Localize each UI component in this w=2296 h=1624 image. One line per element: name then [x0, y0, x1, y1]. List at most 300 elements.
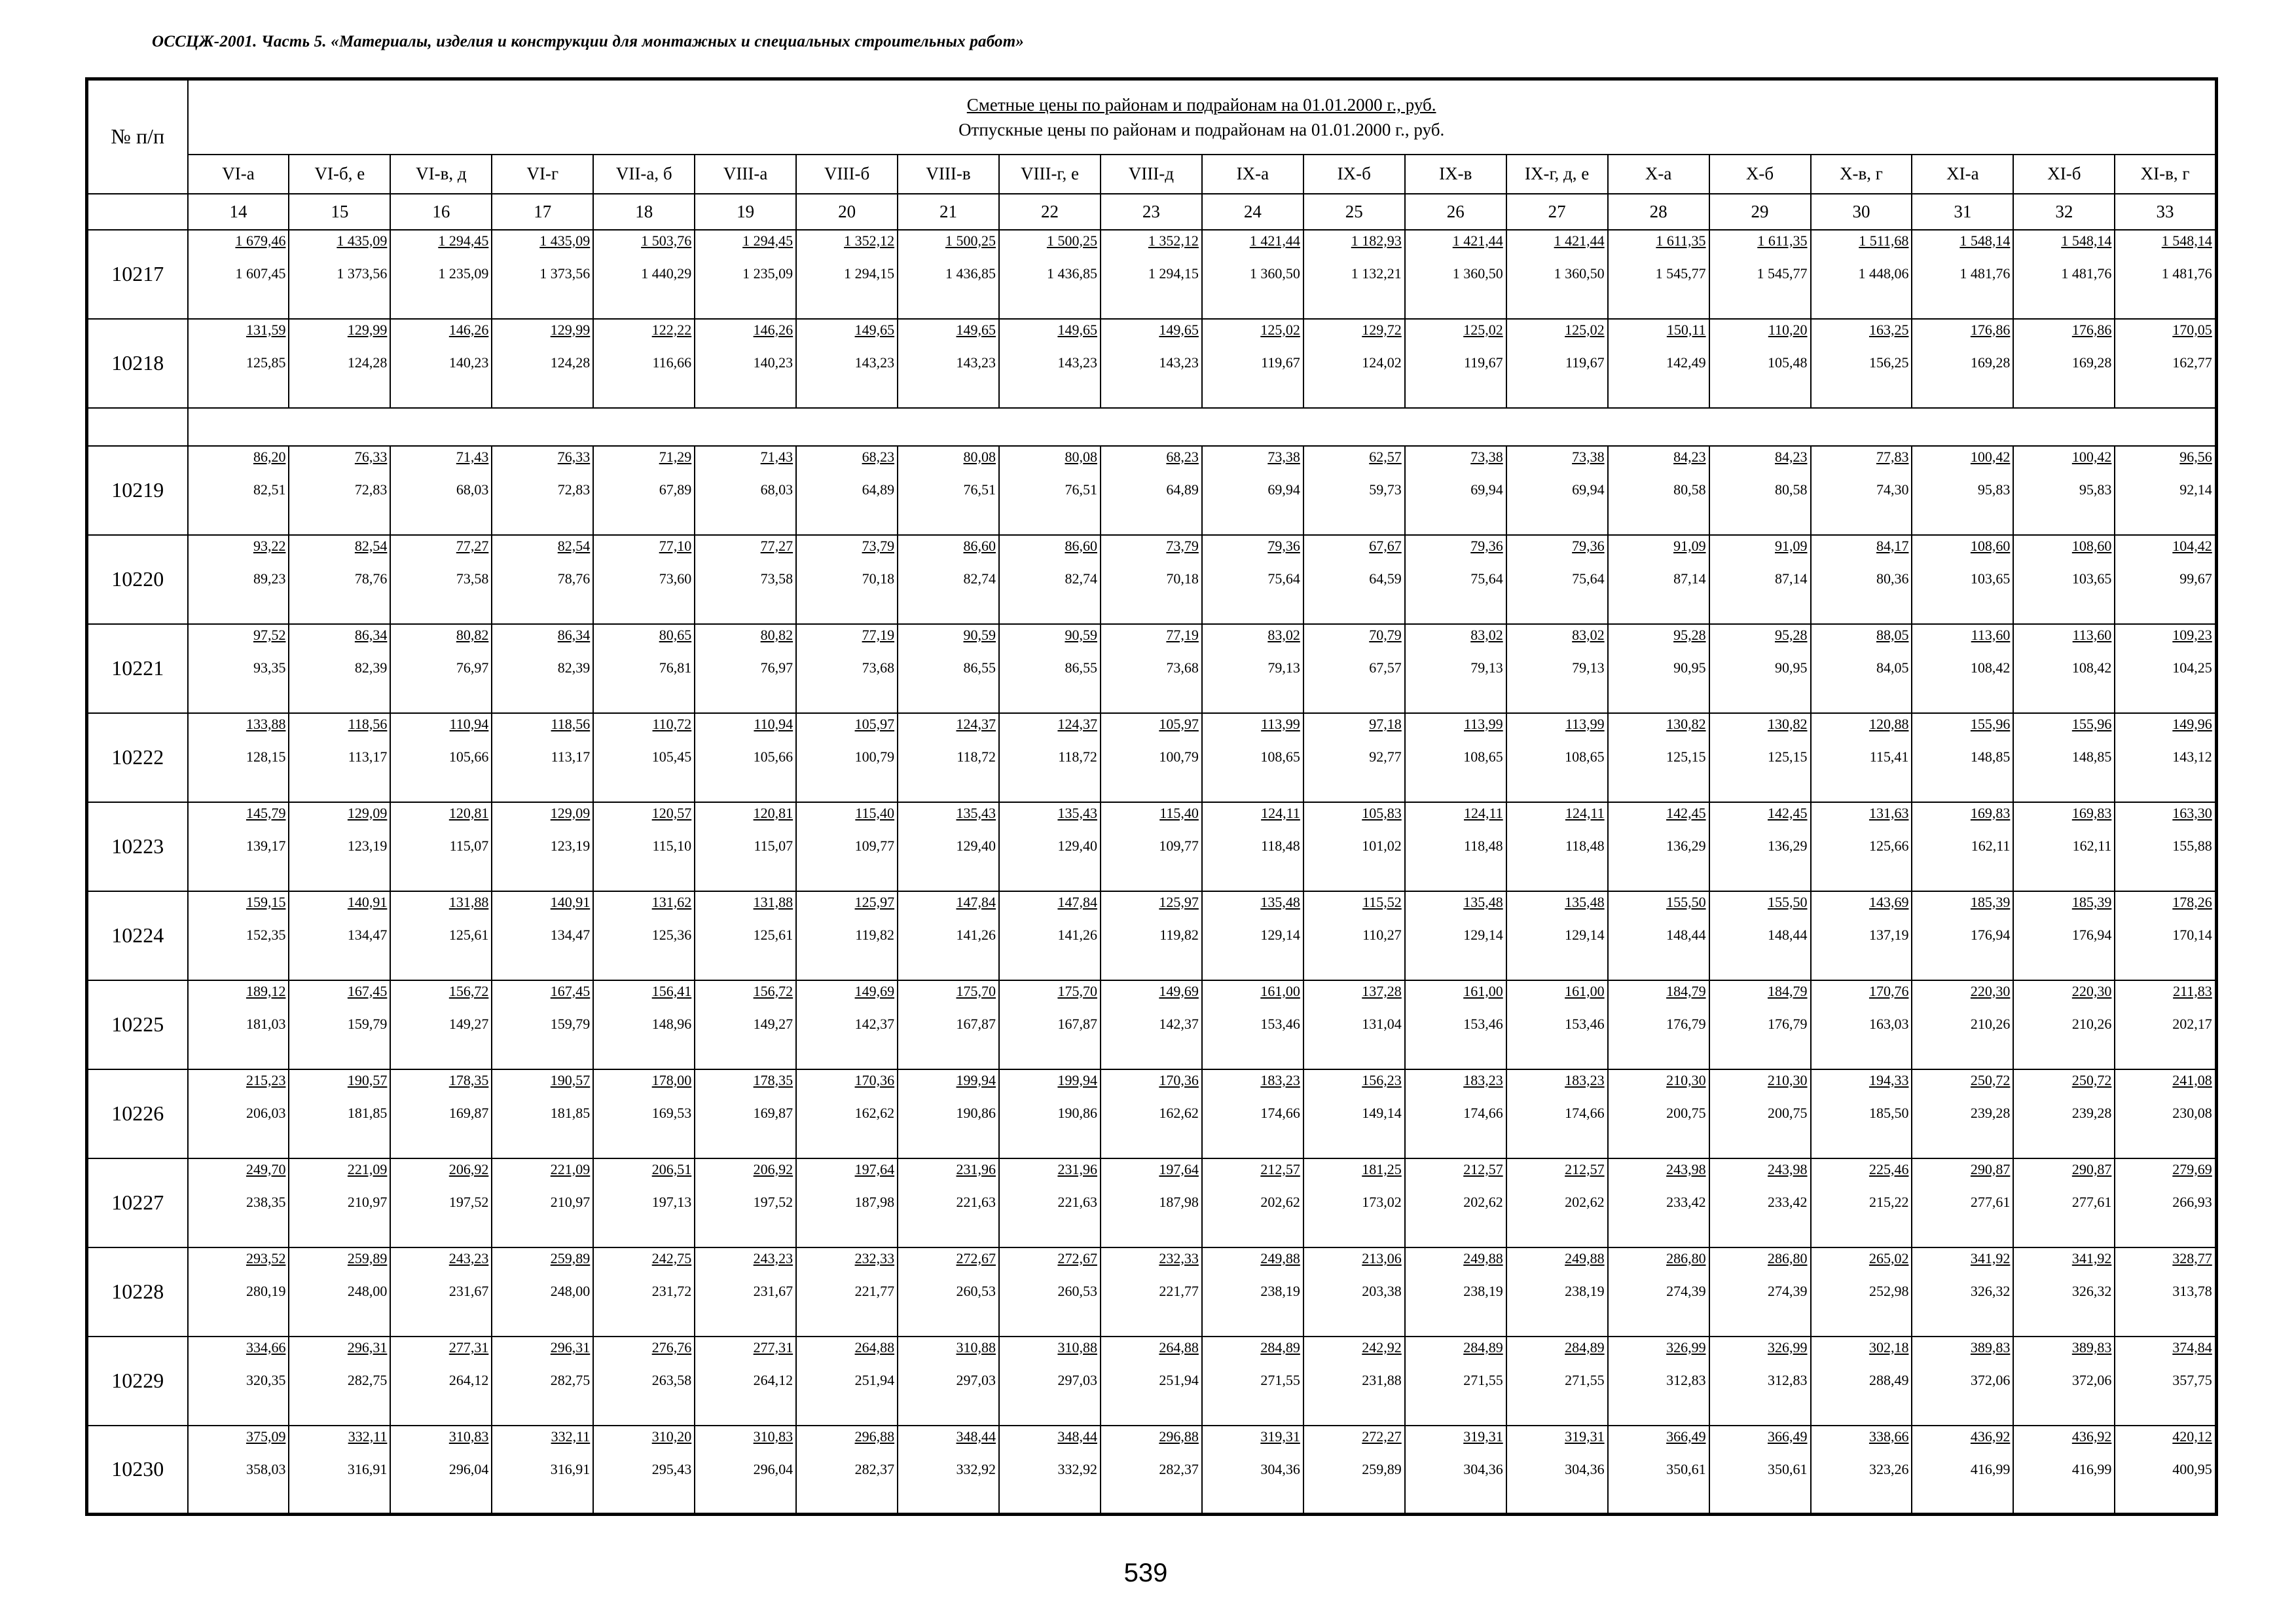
row-number: 10224 — [87, 891, 188, 980]
separator-number-cell — [87, 408, 188, 446]
estimated-price: 131,88 — [448, 893, 489, 910]
price-cell — [593, 1337, 695, 1426]
release-price: 152,35 — [246, 926, 286, 943]
estimated-price: 1 548,14 — [1959, 232, 2011, 249]
column-number: 21 — [898, 194, 999, 230]
release-price: 153,46 — [1463, 1015, 1503, 1032]
price-cell — [1303, 1337, 1405, 1426]
release-price: 248,00 — [550, 1282, 591, 1299]
price-cell — [492, 624, 593, 713]
release-price: 108,42 — [2071, 659, 2112, 676]
price-cell — [593, 1158, 695, 1247]
estimated-price: 232,33 — [854, 1249, 895, 1266]
table-row — [87, 1069, 2217, 1158]
price-cell — [796, 891, 898, 980]
estimated-price: 118,56 — [551, 715, 591, 732]
release-price: 148,44 — [1768, 926, 1808, 943]
estimated-price: 88,05 — [1876, 626, 1909, 643]
estimated-price: 150,11 — [1666, 321, 1706, 338]
estimated-price: 91,09 — [1673, 537, 1706, 554]
release-price: 136,29 — [1666, 837, 1706, 854]
price-cell — [1811, 891, 1912, 980]
release-price: 400,95 — [2172, 1460, 2212, 1477]
price-cell — [796, 980, 898, 1069]
price-cell — [2115, 1426, 2216, 1515]
price-cell — [2115, 624, 2216, 713]
release-price: 105,45 — [651, 748, 692, 765]
price-cell — [695, 1069, 796, 1158]
estimated-price: 302,18 — [1868, 1338, 1909, 1356]
release-price: 95,83 — [2079, 481, 2112, 498]
estimated-price: 249,88 — [1463, 1249, 1503, 1266]
estimated-price: 176,86 — [1970, 321, 2011, 338]
release-price: 174,66 — [1260, 1104, 1300, 1121]
region-header: IX-в — [1405, 155, 1506, 194]
release-price: 332,92 — [956, 1460, 996, 1477]
estimated-price: 113,99 — [1464, 715, 1503, 732]
estimated-price: 197,64 — [1159, 1160, 1199, 1177]
release-price: 190,86 — [956, 1104, 996, 1121]
price-cell — [898, 891, 999, 980]
release-price: 187,98 — [1159, 1193, 1199, 1210]
estimated-price: 326,99 — [1768, 1338, 1808, 1356]
estimated-price: 170,36 — [1159, 1071, 1199, 1088]
price-cell — [2115, 713, 2216, 802]
release-price: 357,75 — [2172, 1371, 2212, 1388]
separator-cell — [188, 408, 2217, 446]
column-number: 20 — [796, 194, 898, 230]
price-cell — [289, 1247, 390, 1337]
price-cell — [390, 1426, 492, 1515]
price-cell — [2115, 891, 2216, 980]
release-price: 221,77 — [854, 1282, 895, 1299]
estimated-price: 272,67 — [956, 1249, 996, 1266]
release-price: 231,67 — [448, 1282, 489, 1299]
estimated-price: 93,22 — [253, 537, 286, 554]
estimated-price: 310,83 — [448, 1428, 489, 1445]
price-cell — [2013, 230, 2115, 319]
release-price: 84,05 — [1876, 659, 1909, 676]
release-price: 316,91 — [347, 1460, 388, 1477]
estimated-price: 82,54 — [354, 537, 388, 554]
release-price: 210,26 — [1970, 1015, 2011, 1032]
release-price: 143,12 — [2172, 748, 2212, 765]
price-cell — [1303, 891, 1405, 980]
price-cell — [695, 1337, 796, 1426]
price-cell — [289, 1158, 390, 1247]
estimated-price: 113,60 — [2072, 626, 2112, 643]
price-cell — [188, 1426, 289, 1515]
price-cell — [695, 1426, 796, 1515]
release-price: 125,15 — [1768, 748, 1808, 765]
price-cell — [390, 1158, 492, 1247]
release-price: 148,44 — [1666, 926, 1706, 943]
estimated-price: 86,34 — [354, 626, 388, 643]
release-price: 312,83 — [1666, 1371, 1706, 1388]
estimated-price: 348,44 — [956, 1428, 996, 1445]
estimated-price: 1 548,14 — [2061, 232, 2112, 249]
estimated-price: 161,00 — [1463, 982, 1503, 999]
price-cell — [796, 1426, 898, 1515]
price-cell — [1405, 319, 1506, 408]
estimated-price: 221,09 — [550, 1160, 591, 1177]
price-cell — [2013, 1426, 2115, 1515]
estimated-price: 1 503,76 — [641, 232, 692, 249]
column-number-row — [87, 194, 2217, 230]
price-cell — [1405, 624, 1506, 713]
price-cell — [1912, 802, 2013, 891]
price-cell — [1912, 980, 2013, 1069]
price-cell — [1101, 319, 1202, 408]
release-price: 125,61 — [753, 926, 793, 943]
price-cell — [796, 535, 898, 624]
price-cell — [1506, 891, 1608, 980]
release-price: 139,17 — [246, 837, 286, 854]
price-cell — [695, 1158, 796, 1247]
release-price: 320,35 — [246, 1371, 286, 1388]
estimated-price: 319,31 — [1260, 1428, 1300, 1445]
release-price: 197,52 — [448, 1193, 489, 1210]
release-price: 174,66 — [1565, 1104, 1605, 1121]
price-cell — [1608, 319, 1709, 408]
price-cell — [1709, 1069, 1811, 1158]
price-cell — [796, 802, 898, 891]
estimated-price: 293,52 — [246, 1249, 286, 1266]
price-cell — [1811, 535, 1912, 624]
price-cell — [898, 1247, 999, 1337]
row-number: 10229 — [87, 1337, 188, 1426]
price-cell — [188, 1069, 289, 1158]
price-cell — [999, 624, 1101, 713]
release-price: 238,19 — [1463, 1282, 1503, 1299]
price-cell — [1506, 624, 1608, 713]
release-price: 176,79 — [1666, 1015, 1706, 1032]
price-cell — [188, 319, 289, 408]
estimated-price: 77,10 — [659, 537, 692, 554]
price-cell — [188, 230, 289, 319]
price-cell — [1709, 446, 1811, 535]
estimated-price: 1 500,25 — [1046, 232, 1097, 249]
estimated-price: 149,65 — [854, 321, 895, 338]
price-cell — [796, 1158, 898, 1247]
release-price: 59,73 — [1369, 481, 1402, 498]
estimated-price: 79,36 — [1267, 537, 1300, 554]
table-row — [87, 713, 2217, 802]
estimated-price: 79,36 — [1572, 537, 1605, 554]
estimated-price: 249,70 — [246, 1160, 286, 1177]
release-price: 159,79 — [347, 1015, 388, 1032]
estimated-price: 420,12 — [2172, 1428, 2212, 1445]
price-cell — [390, 1069, 492, 1158]
estimated-price: 110,72 — [652, 715, 692, 732]
release-price: 251,94 — [854, 1371, 895, 1388]
estimated-price: 206,92 — [448, 1160, 489, 1177]
region-header: VIII-в — [898, 155, 999, 194]
estimated-price: 341,92 — [2071, 1249, 2112, 1266]
price-cell — [492, 1337, 593, 1426]
estimated-price: 129,72 — [1362, 321, 1402, 338]
estimated-price: 366,49 — [1768, 1428, 1808, 1445]
estimated-price: 167,45 — [550, 982, 591, 999]
price-cell — [695, 535, 796, 624]
price-cell — [695, 713, 796, 802]
estimated-price: 130,82 — [1768, 715, 1808, 732]
estimated-price: 161,00 — [1260, 982, 1300, 999]
column-number: 24 — [1202, 194, 1303, 230]
release-price: 105,66 — [448, 748, 489, 765]
price-cell — [1912, 1337, 2013, 1426]
price-cell — [289, 891, 390, 980]
price-cell — [289, 535, 390, 624]
price-cell — [390, 980, 492, 1069]
estimated-price: 125,97 — [854, 893, 895, 910]
price-cell — [1608, 624, 1709, 713]
region-header: XI-в, г — [2115, 155, 2216, 194]
estimated-price: 149,69 — [1159, 982, 1199, 999]
price-cell — [1506, 319, 1608, 408]
price-cell — [492, 535, 593, 624]
estimated-price: 436,92 — [2071, 1428, 2112, 1445]
estimated-price: 124,37 — [956, 715, 996, 732]
estimated-price: 100,42 — [1970, 448, 2011, 465]
estimated-price: 120,88 — [1868, 715, 1909, 732]
column-number: 33 — [2115, 194, 2216, 230]
estimated-price: 95,28 — [1673, 626, 1706, 643]
estimated-price: 97,18 — [1369, 715, 1402, 732]
price-cell — [1101, 624, 1202, 713]
estimated-price: 284,89 — [1565, 1338, 1605, 1356]
release-price: 169,53 — [651, 1104, 692, 1121]
price-cell — [289, 1069, 390, 1158]
price-cell — [593, 980, 695, 1069]
estimated-price: 259,89 — [550, 1249, 591, 1266]
estimated-price: 389,83 — [1970, 1338, 2011, 1356]
price-cell — [2013, 1069, 2115, 1158]
price-cell — [593, 446, 695, 535]
estimated-price: 108,60 — [2071, 537, 2112, 554]
price-cell — [2013, 802, 2115, 891]
region-header: XI-б — [2013, 155, 2115, 194]
estimated-price: 91,09 — [1775, 537, 1808, 554]
release-price: 153,46 — [1565, 1015, 1605, 1032]
estimated-price: 276,76 — [651, 1338, 692, 1356]
release-price: 202,17 — [2172, 1015, 2212, 1032]
price-cell — [492, 446, 593, 535]
estimated-price: 83,02 — [1470, 626, 1503, 643]
release-price: 174,66 — [1463, 1104, 1503, 1121]
release-price: 64,89 — [1166, 481, 1199, 498]
estimated-price: 77,83 — [1876, 448, 1909, 465]
release-price: 149,27 — [753, 1015, 793, 1032]
estimated-price: 332,11 — [551, 1428, 591, 1445]
estimated-price: 73,38 — [1572, 448, 1605, 465]
release-price: 326,32 — [1970, 1282, 2011, 1299]
release-price: 1 360,50 — [1554, 265, 1605, 282]
release-price: 119,67 — [1261, 354, 1300, 371]
release-price: 69,94 — [1572, 481, 1605, 498]
price-cell — [999, 1069, 1101, 1158]
row-number: 10226 — [87, 1069, 188, 1158]
estimated-price: 366,49 — [1666, 1428, 1706, 1445]
estimated-price: 272,67 — [1057, 1249, 1097, 1266]
release-price: 372,06 — [2071, 1371, 2112, 1388]
price-cell — [188, 1158, 289, 1247]
estimated-price: 110,20 — [1768, 321, 1808, 338]
release-price: 73,58 — [760, 570, 793, 587]
region-header-row — [87, 155, 2217, 194]
price-cell — [1506, 535, 1608, 624]
release-price: 197,52 — [753, 1193, 793, 1210]
estimated-price: 1 182,93 — [1351, 232, 1402, 249]
release-price: 92,77 — [1369, 748, 1402, 765]
row-number: 10228 — [87, 1247, 188, 1337]
estimated-price: 79,36 — [1470, 537, 1503, 554]
release-price: 280,19 — [246, 1282, 286, 1299]
price-cell — [999, 891, 1101, 980]
region-header: VIII-г, е — [999, 155, 1101, 194]
estimated-price: 147,84 — [1057, 893, 1097, 910]
price-cell — [1202, 980, 1303, 1069]
release-price: 167,87 — [1057, 1015, 1097, 1032]
price-cell — [1811, 802, 1912, 891]
price-cell — [1506, 1069, 1608, 1158]
release-price: 238,19 — [1260, 1282, 1300, 1299]
price-cell — [1912, 1426, 2013, 1515]
price-cell — [2115, 1158, 2216, 1247]
estimated-price: 184,79 — [1768, 982, 1808, 999]
estimated-price: 73,79 — [862, 537, 895, 554]
release-price: 231,88 — [1362, 1371, 1402, 1388]
price-cell — [695, 446, 796, 535]
row-number: 10222 — [87, 713, 188, 802]
release-price: 170,14 — [2172, 926, 2212, 943]
price-cell — [1608, 1426, 1709, 1515]
price-cell — [1405, 230, 1506, 319]
price-cell — [1811, 319, 1912, 408]
release-price: 1 373,56 — [539, 265, 591, 282]
release-price: 282,75 — [347, 1371, 388, 1388]
estimated-price: 1 611,35 — [1757, 232, 1808, 249]
price-cell — [1912, 319, 2013, 408]
price-cell — [1101, 1426, 1202, 1515]
estimated-price: 155,50 — [1768, 893, 1808, 910]
release-price: 76,97 — [456, 659, 489, 676]
estimated-price: 375,09 — [246, 1428, 286, 1445]
release-price: 282,75 — [550, 1371, 591, 1388]
release-price: 203,38 — [1362, 1282, 1402, 1299]
estimated-price: 197,64 — [854, 1160, 895, 1177]
price-cell — [1912, 891, 2013, 980]
price-cell — [390, 319, 492, 408]
estimated-price: 129,99 — [347, 321, 388, 338]
region-header: VI-в, д — [390, 155, 492, 194]
release-price: 129,40 — [1057, 837, 1097, 854]
price-cell — [1303, 802, 1405, 891]
estimated-price: 71,43 — [456, 448, 489, 465]
release-price: 93,35 — [253, 659, 286, 676]
price-cell — [289, 980, 390, 1069]
table-row — [87, 446, 2217, 535]
price-cell — [1303, 1426, 1405, 1515]
price-cell — [1303, 1158, 1405, 1247]
release-price: 1 436,85 — [945, 265, 996, 282]
estimated-price: 80,08 — [963, 448, 996, 465]
price-cell — [492, 230, 593, 319]
row-number: 10217 — [87, 230, 188, 319]
price-cell — [2115, 1069, 2216, 1158]
price-cell — [2115, 230, 2216, 319]
price-cell — [1709, 230, 1811, 319]
release-price: 108,65 — [1463, 748, 1503, 765]
estimated-price: 1 352,12 — [1148, 232, 1199, 249]
estimated-price: 211,83 — [2173, 982, 2212, 999]
release-price: 1 436,85 — [1046, 265, 1097, 282]
document-header: ОССЦЖ-2001. Часть 5. «Материалы, изделия и конструкции для монтажных и специальных строительных работ» — [152, 33, 1025, 50]
region-header: VIII-а — [695, 155, 796, 194]
price-cell — [1608, 1158, 1709, 1247]
estimated-price: 115,52 — [1362, 893, 1402, 910]
estimated-price: 231,96 — [1057, 1160, 1097, 1177]
release-price: 76,51 — [963, 481, 996, 498]
price-table — [85, 77, 2218, 1516]
price-cell — [1303, 1247, 1405, 1337]
estimated-price: 156,41 — [651, 982, 692, 999]
release-price: 156,25 — [1868, 354, 1909, 371]
price-cell — [1506, 1426, 1608, 1515]
price-cell — [796, 1247, 898, 1337]
estimated-price: 242,75 — [651, 1249, 692, 1266]
estimated-price: 156,72 — [448, 982, 489, 999]
estimated-price: 190,57 — [550, 1071, 591, 1088]
price-cell — [1709, 802, 1811, 891]
price-cell — [289, 624, 390, 713]
estimated-price: 170,76 — [1868, 982, 1909, 999]
price-cell — [289, 802, 390, 891]
estimated-price: 328,77 — [2172, 1249, 2212, 1266]
estimated-price: 310,20 — [651, 1428, 692, 1445]
release-price: 137,19 — [1868, 926, 1909, 943]
release-price: 1 481,76 — [1959, 265, 2011, 282]
estimated-price: 169,83 — [2071, 804, 2112, 821]
price-cell — [1303, 624, 1405, 713]
price-cell — [1506, 1337, 1608, 1426]
estimated-price: 341,92 — [1970, 1249, 2011, 1266]
price-cell — [593, 891, 695, 980]
price-cell — [2013, 624, 2115, 713]
estimated-price: 120,57 — [651, 804, 692, 821]
release-price: 82,39 — [557, 659, 591, 676]
estimated-price: 170,36 — [854, 1071, 895, 1088]
estimated-price: 135,43 — [956, 804, 996, 821]
estimated-price: 80,65 — [659, 626, 692, 643]
estimated-price: 243,23 — [448, 1249, 489, 1266]
price-cell — [492, 1247, 593, 1337]
release-price: 129,14 — [1463, 926, 1503, 943]
estimated-price: 243,98 — [1768, 1160, 1808, 1177]
release-price: 143,23 — [854, 354, 895, 371]
release-price: 148,85 — [2071, 748, 2112, 765]
estimated-price: 389,83 — [2071, 1338, 2112, 1356]
release-price: 92,14 — [2179, 481, 2212, 498]
estimated-price: 137,28 — [1362, 982, 1402, 999]
estimated-price: 210,30 — [1666, 1071, 1706, 1088]
release-price: 271,55 — [1260, 1371, 1300, 1388]
release-price: 323,26 — [1868, 1460, 1909, 1477]
price-cell — [1506, 802, 1608, 891]
release-price: 277,61 — [1970, 1193, 2011, 1210]
release-price: 167,87 — [956, 1015, 996, 1032]
release-price: 271,55 — [1463, 1371, 1503, 1388]
